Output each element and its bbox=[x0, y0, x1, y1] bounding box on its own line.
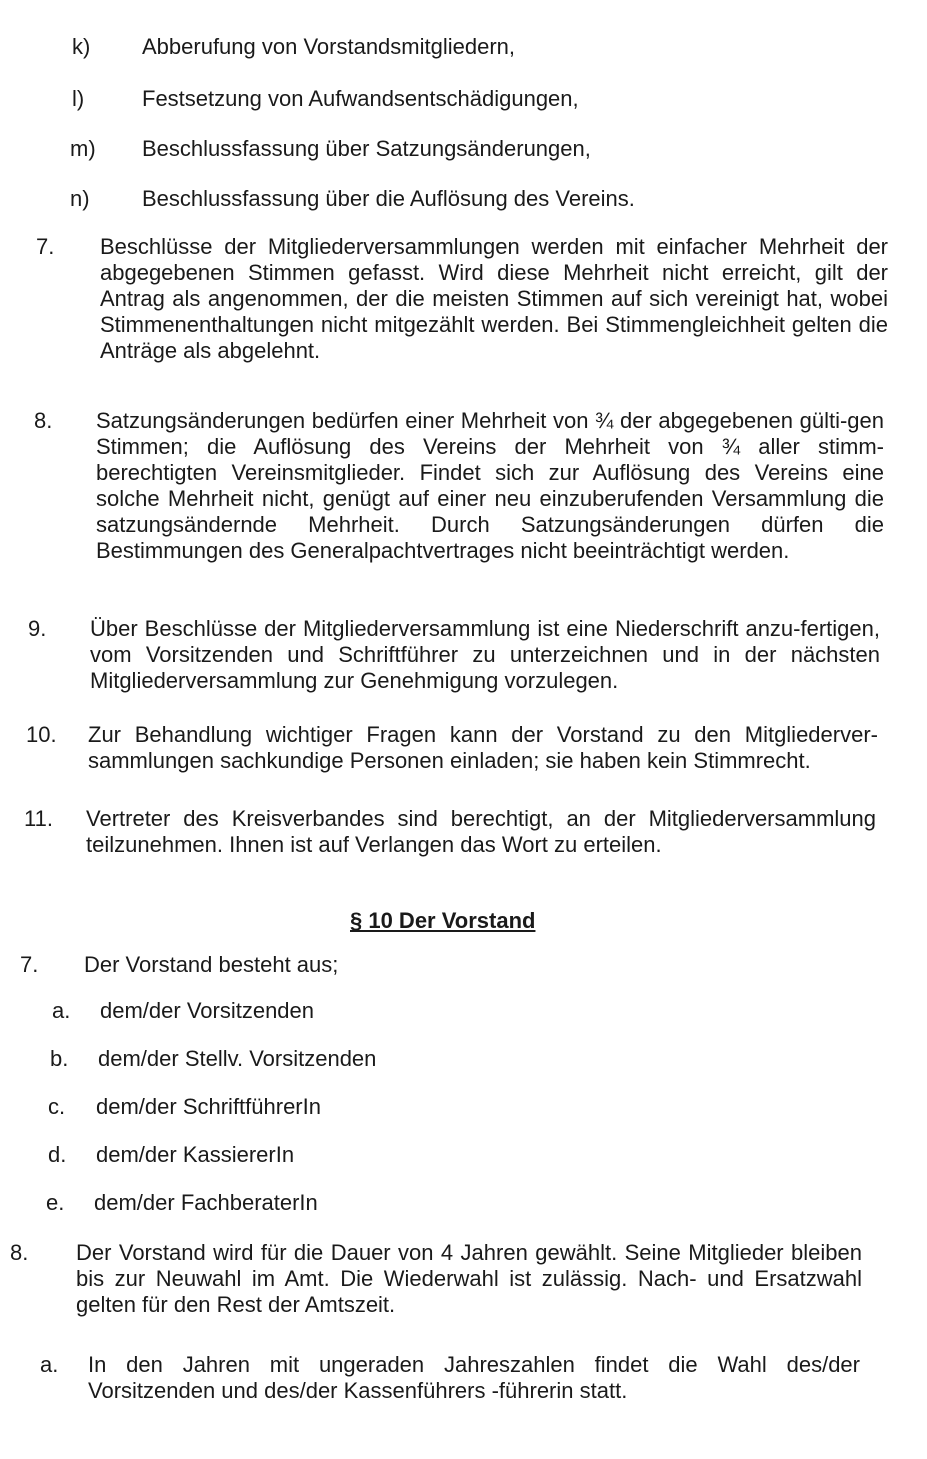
list-marker: a. bbox=[52, 998, 71, 1023]
paragraph-text: Vertreter des Kreisverbandes sind berechtigt, an der Mitgliederversammlung teilzunehmen. Ihnen ist auf Verlangen das Wort zu erteilen. bbox=[86, 806, 876, 857]
list-text: dem/der FachberaterIn bbox=[94, 1190, 318, 1215]
list-text: dem/der KassiererIn bbox=[96, 1142, 295, 1167]
paragraph-number: 7. bbox=[20, 952, 39, 977]
list-marker: b. bbox=[50, 1046, 69, 1071]
paragraph-text: Der Vorstand wird für die Dauer von 4 Jahren gewählt. Seine Mitglieder bleiben bis zur Neuwahl im Amt. Die Wiederwahl ist zulässig. Nach- und Ersatzwahl gelten für den Rest der Amtszeit. bbox=[76, 1240, 862, 1317]
list-text: Beschlussfassung über die Auflösung des Vereins. bbox=[142, 186, 635, 211]
list-text: dem/der Stellv. Vorsitzenden bbox=[98, 1046, 377, 1071]
paragraph-number: 11. bbox=[24, 806, 53, 831]
list-marker: l) bbox=[72, 86, 85, 111]
section-heading: § 10 Der Vorstand bbox=[350, 908, 536, 933]
list-marker: d. bbox=[48, 1142, 67, 1167]
paragraph-number: 7. bbox=[36, 234, 55, 259]
paragraph-number: 10. bbox=[26, 722, 57, 747]
paragraph-text: Zur Behandlung wichtiger Fragen kann der Vorstand zu den Mitgliederver-sammlungen sachkundige Personen einladen; sie haben kein Stimmrecht. bbox=[88, 722, 878, 773]
list-text: In den Jahren mit ungeraden Jahreszahlen findet die Wahl des/der Vorsitzenden und des/der Kassenführers -führerin statt. bbox=[88, 1352, 860, 1403]
list-marker: n) bbox=[70, 186, 90, 211]
list-text: Beschlussfassung über Satzungsänderungen, bbox=[142, 136, 591, 161]
paragraph-text: Über Beschlüsse der Mitgliederversammlung ist eine Niederschrift anzu-fertigen, vom Vorsitzenden und Schriftführer zu unterzeichnen und in der nächsten Mitgliederversammlung zur Genehmigung vorzulegen. bbox=[90, 616, 880, 693]
list-text: Festsetzung von Aufwandsentschädigungen, bbox=[142, 86, 579, 111]
list-marker: e. bbox=[46, 1190, 65, 1215]
list-marker: c. bbox=[48, 1094, 66, 1119]
paragraph-number: 9. bbox=[28, 616, 47, 641]
paragraph-text: Der Vorstand besteht aus; bbox=[84, 952, 339, 977]
paragraph-text: Beschlüsse der Mitgliederversammlungen werden mit einfacher Mehrheit der abgegebenen Stimmen gefasst. Wird diese Mehrheit nicht erreicht, gilt der Antrag als angenommen, der die meisten Stimmen auf sich vereinigt hat, wobei Stimmenenthaltungen nicht mitgezählt werden. Bei Stimmengleichheit gelten die Anträge als abgelehnt. bbox=[100, 234, 888, 363]
list-text: dem/der Vorsitzenden bbox=[100, 998, 315, 1023]
list-marker: a. bbox=[40, 1352, 59, 1377]
paragraph-number: 8. bbox=[34, 408, 53, 433]
paragraph-number: 8. bbox=[10, 1240, 29, 1265]
paragraph-text: Satzungsänderungen bedürfen einer Mehrheit von ¾ der abgegebenen gülti-gen Stimmen; die Auflösung des Vereins der Mehrheit von ¾ aller stimm-berechtigten Vereinsmitglieder. Findet sich zur Auflösung des Vereins eine solche Mehrheit nicht, genügt auf einer neu einzuberufenden Versammlung die satzungsändernde Mehrheit. Durch Satzungsänderungen dürfen die Bestimmungen des Generalpachtvertrages nicht beeinträchtigt werden. bbox=[96, 408, 884, 563]
list-marker: k) bbox=[72, 34, 91, 59]
list-marker: m) bbox=[70, 136, 96, 161]
list-text: Abberufung von Vorstandsmitgliedern, bbox=[142, 34, 516, 59]
list-text: dem/der SchriftführerIn bbox=[96, 1094, 321, 1119]
